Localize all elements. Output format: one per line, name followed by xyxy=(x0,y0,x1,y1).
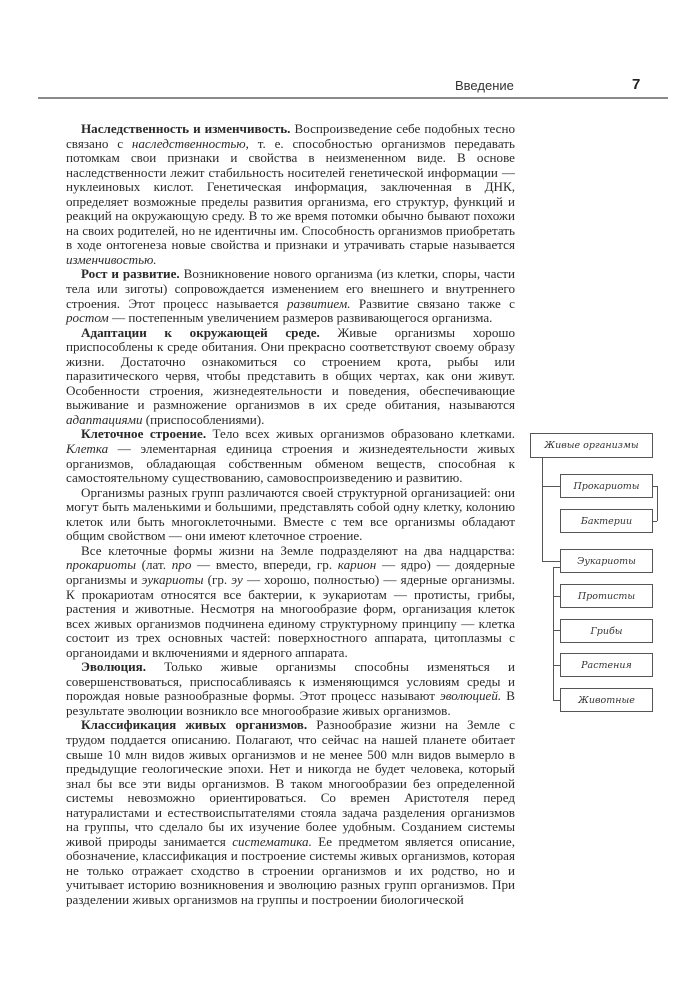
paragraph xyxy=(66,122,515,267)
paragraph xyxy=(66,660,515,718)
term: наследственностью, xyxy=(131,135,249,151)
header-rule xyxy=(38,97,668,99)
text-run: Организмы разных групп различаются своей структурной организацией: они могут быть маленькими и большими, представлять собой одну клетку, колонию клеток или быть многоклеточными. Вместе с тем все организмы обладают общим свойством — они имеют клеточное строение. xyxy=(66,484,515,544)
text-run: Только живые организмы способны изменяться и совершенствоваться, приспосабливаясь к изменяющимся условиям среды и порождая новые разнообразные формы. Этот процесс называют xyxy=(66,659,515,704)
text-run: (приспособлениями). xyxy=(142,411,265,427)
paragraph-heading: Классификация живых организмов. xyxy=(81,717,308,733)
bracket-line xyxy=(657,486,658,521)
connector-line xyxy=(553,665,560,666)
term: прокариоты xyxy=(66,557,136,573)
paragraph-heading: Рост и развитие. xyxy=(81,266,180,282)
term: карион xyxy=(337,557,377,573)
text-run: Воспроизведение себе подобных тесно связано с xyxy=(66,121,516,151)
connector-line xyxy=(542,457,543,562)
term: ростом xyxy=(66,310,109,326)
text-run: Живые организмы хорошо приспособлены к среде обитания. Они прекрасно соответствуют своему образу жизни. Достаточно ознакомиться со строением крота, рыбы или паразитического червя, чтобы представить в общих чертах, как они живут. Особенности строения, жизнедеятельности и поведения, обеспечивающие выживание и размножение организмов в их среде обитания, называются xyxy=(66,324,516,413)
paragraph-heading: Клеточное строение. xyxy=(81,426,207,442)
term: изменчивостью. xyxy=(66,251,157,267)
diagram-box-protists: Протисты xyxy=(560,584,653,608)
connector-line xyxy=(542,486,560,487)
bracket-line xyxy=(652,521,657,522)
term: эу xyxy=(231,571,243,587)
text-run: Все клеточные формы жизни на Земле подразделяют на два надцарства: xyxy=(81,542,515,558)
diagram-box-animals: Животные xyxy=(560,688,653,712)
body-text xyxy=(66,122,515,908)
running-header-title: Введение xyxy=(455,78,514,93)
text-run: (гр. xyxy=(203,571,232,587)
paragraph xyxy=(66,544,515,660)
page-number: 7 xyxy=(632,76,641,93)
text-run: Развитие связано также с xyxy=(350,295,515,311)
connector-line xyxy=(553,700,560,701)
diagram-box-root: Живые организмы xyxy=(530,433,653,458)
connector-line xyxy=(553,630,560,631)
bracket-line xyxy=(652,486,657,487)
text-run: Разнообразие жизни на Земле с трудом поддается описанию. Полагают, что сейчас на нашей планете обитает свыше 10 млн видов живых организмов и не менее 500 млн видов вымерло в предыдущие геологические эпохи. Нет и никогда не будет человека, который знал бы все эти виды организмов. В таком многообразии без определенной системы невозможно ориентироваться. Со времен Аристотеля перед натуралистами и естествоиспытателями стояла задача разделения организмов на группы, что сделало бы их изучение более удобным. Созданием системы живой природы занимается xyxy=(66,717,515,849)
diagram-box-plants: Растения xyxy=(560,653,653,677)
paragraph xyxy=(66,326,515,428)
text-run: — вместо, впереди, гр. xyxy=(191,557,338,573)
diagram-box-prokaryotes: Прокариоты xyxy=(560,474,653,498)
term: адаптациями xyxy=(66,411,143,427)
diagram-box-bacteria: Бактерии xyxy=(560,509,653,533)
text-run: — хорошо, полностью) — ядерные организмы. К прокариотам относятся все бактерии, к эукариотам — протисты, грибы, растения и животные. Несмотря на многообразие форм, организация клеток всех живых организмов подчинена единому структурному принципу — клетка состоит из трех основных частей: поверхностного аппарата, цитоплазмы с органоидами и включениями и ядерного аппарата. xyxy=(66,571,515,660)
text-run: — элементарная единица строения и жизнедеятельности живых организмов, обладающая собственным обменом веществ, способная к самостоятельному существованию, самовоспроизведению и развитию. xyxy=(66,441,515,486)
paragraph xyxy=(66,427,515,485)
text-run: Тело всех живых организмов образовано клетками. xyxy=(206,426,515,442)
diagram-box-eukaryotes: Эукариоты xyxy=(560,549,653,573)
connector-line xyxy=(553,567,560,568)
diagram-box-fungi: Грибы xyxy=(560,619,653,643)
text-run: В результате эволюции возникло все многообразие живых организмов. xyxy=(66,688,515,718)
connector-line xyxy=(553,596,560,597)
term: эукариоты xyxy=(141,571,204,587)
paragraph xyxy=(66,486,515,544)
connector-line xyxy=(542,561,560,562)
text-run: Возникновение нового организма (из клетки, споры, части тела или зиготы) сопровождается изменением его внешнего и внутреннего строения. Этот процесс называется xyxy=(66,266,515,311)
paragraph xyxy=(66,267,515,325)
term: эволюцией. xyxy=(440,688,502,704)
term: развитием. xyxy=(286,295,351,311)
text-run: — постепенным увеличением размеров развивающегося организма. xyxy=(108,310,493,326)
paragraph xyxy=(66,718,515,907)
term: систематика. xyxy=(232,833,312,849)
paragraph-heading: Эволюция. xyxy=(81,659,147,675)
paragraph-heading: Адаптации к окружающей среде. xyxy=(81,324,320,340)
text-run: т. е. способностью организмов передавать потомкам свои признаки и свойства в неизмененном виде. В основе наследственности лежит стабильность носителей генетической информации — нуклеиновых кислот. Генетическая информация, заключенная в ДНК, определяет возможные пределы развития организма, его структур, функций и реакций на окружающую среду. В то же время потомки обычно бывают похожи на своих родителей, но не идентичны им. Способность организмов приобретать в ходе онтогенеза новые свойства и признаки и утрачивать старые называется xyxy=(66,135,515,253)
text-run: (лат. xyxy=(135,557,172,573)
term: Клетка xyxy=(66,441,109,457)
connector-line xyxy=(553,567,554,700)
text-run: Ее предметом является описание, обозначение, классификация и построение системы живых организмов, которая не только отражает сходство в строении организмов и их родство, но и учитывает историю возникновения и эволюцию разных групп организмов. При разделении живых организмов на группы и построении биологической xyxy=(66,833,515,907)
term: про xyxy=(171,557,192,573)
paragraph-heading: Наследственность и изменчивость. xyxy=(81,121,291,136)
text-run: — ядро) — доядерные организмы и xyxy=(66,557,515,587)
